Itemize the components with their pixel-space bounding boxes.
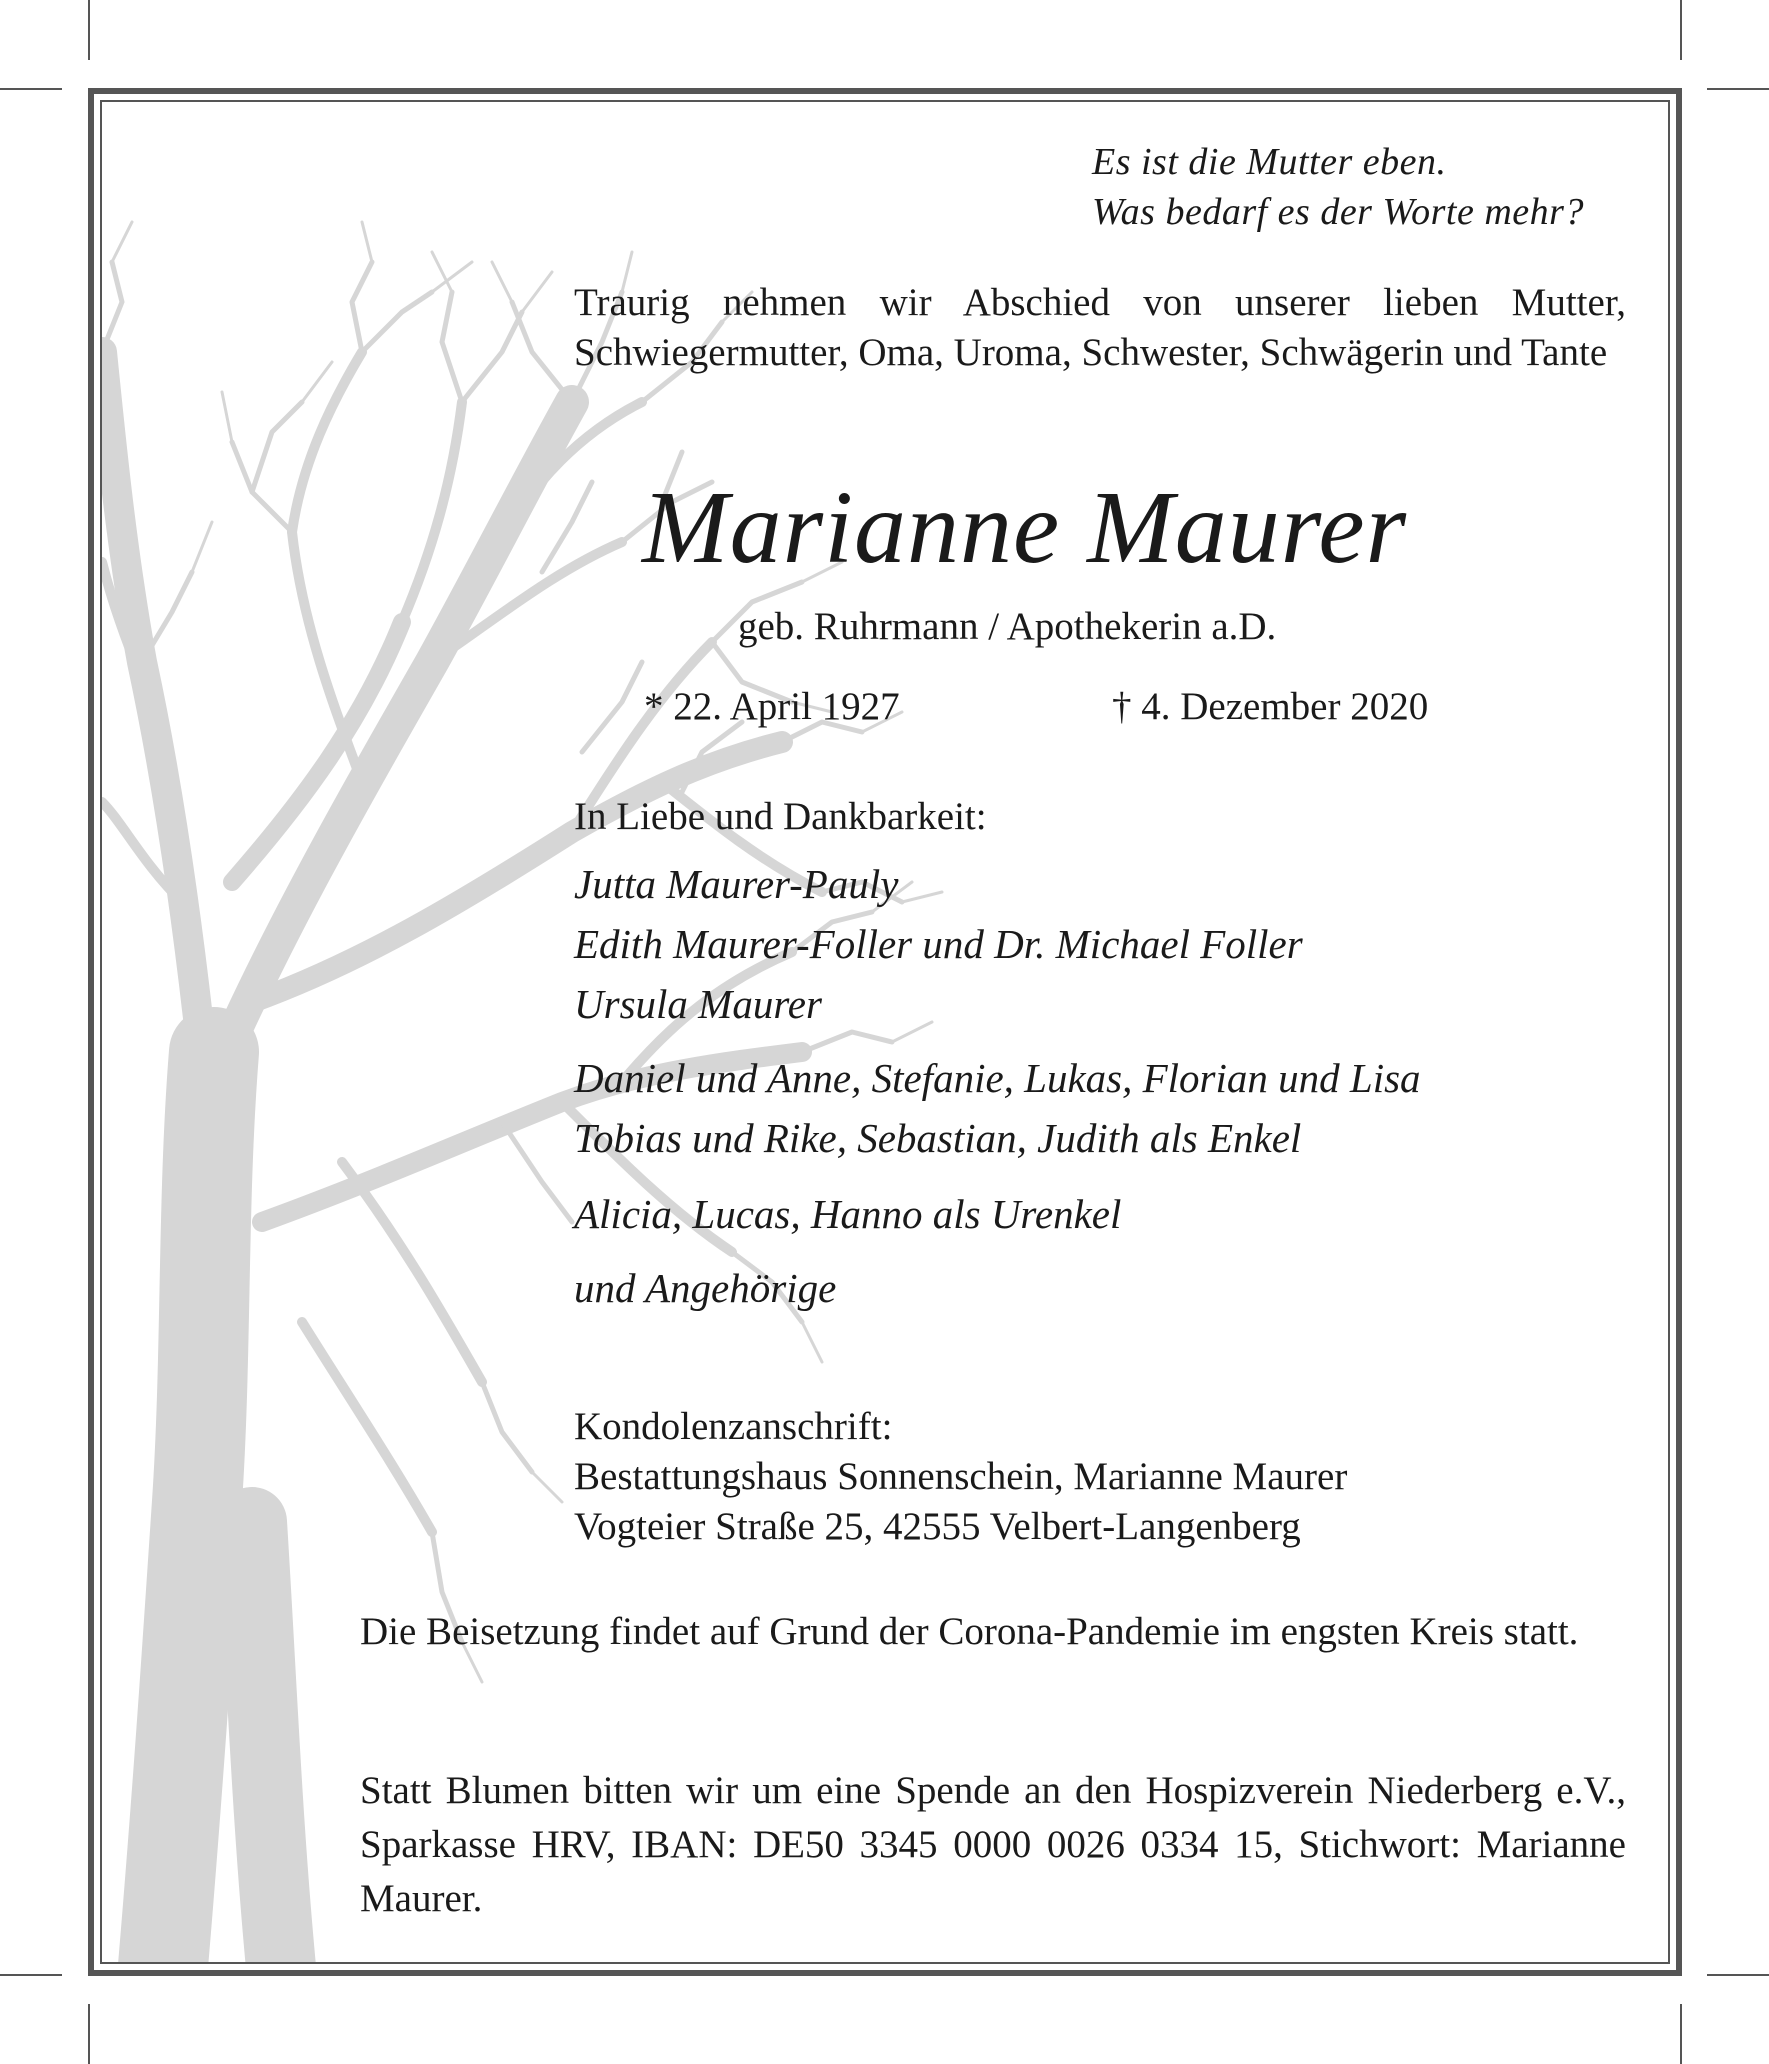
crop-mark-bottom-left-horizontal — [0, 1974, 62, 1976]
crop-mark-bottom-right-horizontal — [1707, 1974, 1769, 1976]
mourner-grandchildren-1: Daniel und Anne, Stefanie, Lukas, Florian und Lisa — [574, 1055, 1421, 1101]
obituary-frame-outer — [88, 88, 1682, 1976]
mourner-child-1: Jutta Maurer-Pauly — [574, 861, 899, 907]
crop-mark-top-left-horizontal — [0, 88, 62, 90]
mourner-relatives: und Angehörige — [574, 1265, 837, 1311]
crop-mark-top-left-vertical — [88, 0, 90, 60]
intro-text: Traurig nehmen wir Abschied von unserer lieben Mutter, Schwiegermutter, Oma, Uroma, Schwester, Schwägerin und Tante — [574, 281, 1626, 374]
funeral-note: Die Beisetzung findet auf Grund der Corona-Pandemie im engsten Kreis statt. — [360, 1610, 1579, 1653]
motto-line-1: Es ist die Mutter eben. — [1092, 141, 1447, 183]
birth-date: * 22. April 1927 — [644, 685, 900, 728]
mourner-grandchildren-2: Tobias und Rike, Sebastian, Judith als Enkel — [574, 1115, 1302, 1161]
crop-mark-top-right-vertical — [1680, 0, 1682, 60]
deceased-subtitle: geb. Ruhrmann / Apothekerin a.D. — [738, 605, 1277, 648]
motto-line-2: Was bedarf es der Worte mehr? — [1092, 191, 1584, 233]
mourner-child-2: Edith Maurer-Foller und Dr. Michael Foller — [574, 921, 1303, 967]
death-date: † 4. Dezember 2020 — [1112, 685, 1429, 728]
mourner-child-3: Ursula Maurer — [574, 981, 822, 1027]
condolence-heading: Kondolenzanschrift: — [574, 1405, 893, 1448]
deceased-name: Marianne Maurer — [642, 470, 1408, 585]
donation-note: Statt Blumen bitten wir um eine Spende an den Hospizverein Niederberg e.V., Sparkasse HRV, IBAN: DE50 3345 0000 0026 0334 15, Stichwort: Marianne Maurer. — [360, 1769, 1626, 1920]
tree-silhouette-illustration — [102, 102, 1670, 1964]
condolence-address-line-2: Vogteier Straße 25, 42555 Velbert-Langenberg — [574, 1505, 1301, 1548]
crop-mark-top-right-horizontal — [1707, 88, 1769, 90]
crop-mark-bottom-left-vertical — [88, 2004, 90, 2064]
mourners-heading: In Liebe und Dankbarkeit: — [574, 795, 987, 838]
obituary-frame-inner — [100, 100, 1670, 1964]
condolence-address-line-1: Bestattungshaus Sonnenschein, Marianne Maurer — [574, 1455, 1348, 1498]
crop-mark-bottom-right-vertical — [1680, 2004, 1682, 2064]
mourner-great-grandchildren: Alicia, Lucas, Hanno als Urenkel — [574, 1191, 1122, 1237]
